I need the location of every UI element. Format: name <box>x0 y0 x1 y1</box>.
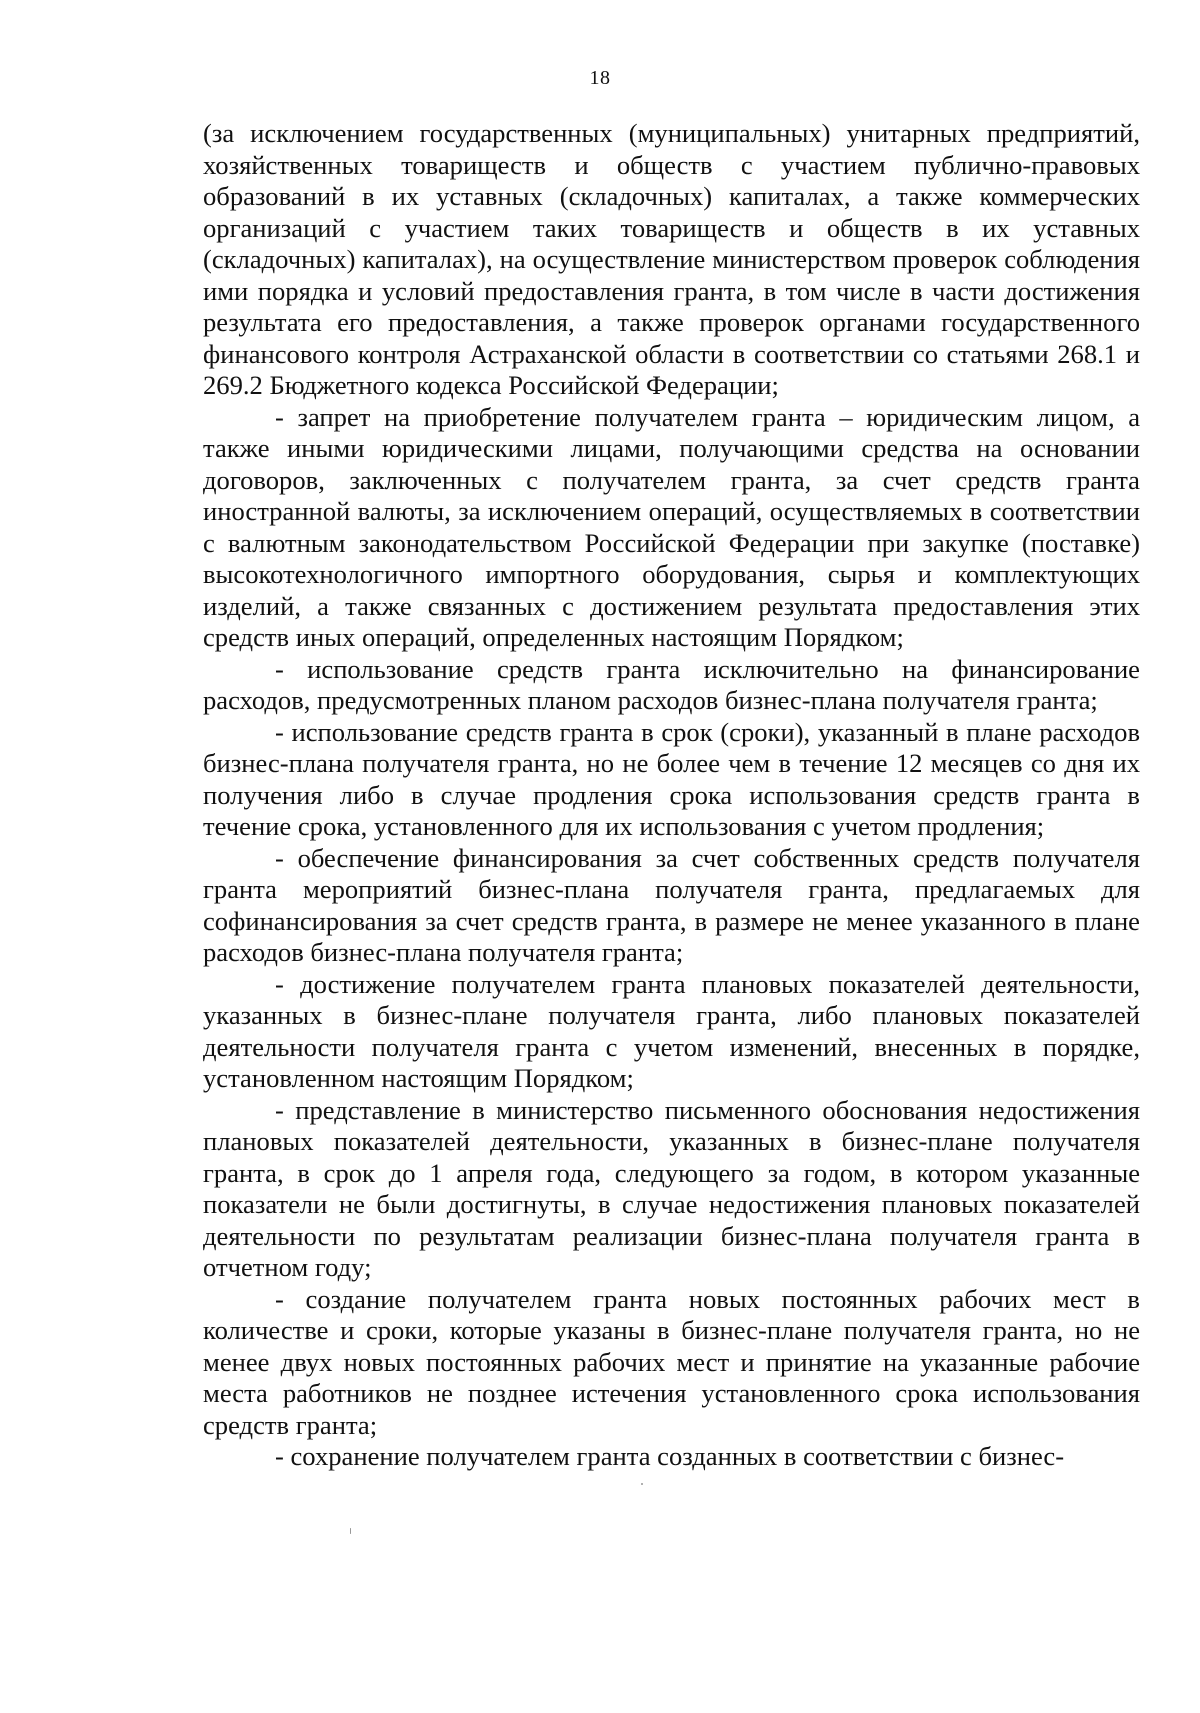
list-item-grant-use-purpose: - использование средств гранта исключительно на финансирование расходов, предусмотренных планом расходов бизнес-плана получателя гранта; <box>203 653 1140 715</box>
list-item-grant-use-term: - использование средств гранта в срок (сроки), указанный в плане расходов бизнес-плана получателя гранта, но не более чем в течение 12 месяцев со дня их получения либо в случае продления срока использования средств гранта в течение срока, установленного для их использования с учетом продления; <box>203 716 1140 841</box>
list-item-job-creation: - создание получателем гранта новых постоянных рабочих мест в количестве и сроки, которые указаны в бизнес-плане получателя гранта, но не менее двух новых постоянных рабочих мест и принятие на указанные рабочие места работников не позднее истечения установленного срока использования средств гранта; <box>203 1283 1140 1440</box>
paragraph-continuation: (за исключением государственных (муниципальных) унитарных предприятий, хозяйственных товариществ и обществ с участием публично-правовых образований в их уставных (складочных) капиталах, а также коммерческих организаций с участием таких товариществ и обществ в их уставных (складочных) капиталах), на осуществление министерством проверок соблюдения ими порядка и условий предоставления гранта, в том числе в части достижения результата его предоставления, а также проверок органами государственного финансового контроля Астраханской области в соответствии со статьями 268.1 и 269.2 Бюджетного кодекса Российской Федерации; <box>203 118 1140 400</box>
list-item-justification-report: - представление в министерство письменного обоснования недостижения плановых показателей деятельности, указанных в бизнес-плане получателя гранта, в срок до 1 апреля года, следующего за годом, в котором указанные показатели не были достигнуты, в случае недостижения плановых показателей деятельности по результатам реализации бизнес-плана получателя гранта в отчетном году; <box>203 1094 1140 1282</box>
list-item-cofinancing: - обеспечение финансирования за счет собственных средств получателя гранта мероприятий бизнес-плана получателя гранта, предлагаемых для софинансирования за счет средств гранта, в размере не менее указанного в плане расходов бизнес-плана получателя гранта; <box>203 842 1140 967</box>
scan-speck <box>641 1483 643 1485</box>
scan-speck <box>350 1528 351 1534</box>
document-body <box>203 118 1140 1473</box>
list-item-performance-targets: - достижение получателем гранта плановых показателей деятельности, указанных в бизнес-плане получателя гранта, либо плановых показателей деятельности получателя гранта с учетом изменений, внесенных в порядке, установленном настоящим Порядком; <box>203 968 1140 1093</box>
list-item-currency-ban: - запрет на приобретение получателем гранта – юридическим лицом, а также иными юридическими лицами, получающими средства на основании договоров, заключенных с получателем гранта, за счет средств гранта иностранной валюты, за исключением операций, осуществляемых в соответствии с валютным законодательством Российской Федерации при закупке (поставке) высокотехнологичного импортного оборудования, сырья и комплектующих изделий, а также связанных с достижением результата предоставления этих средств иных операций, определенных настоящим Порядком; <box>203 401 1140 652</box>
list-item-job-retention: - сохранение получателем гранта созданных в соответствии с бизнес- <box>275 1441 1065 1471</box>
page-number: 18 <box>589 67 611 89</box>
